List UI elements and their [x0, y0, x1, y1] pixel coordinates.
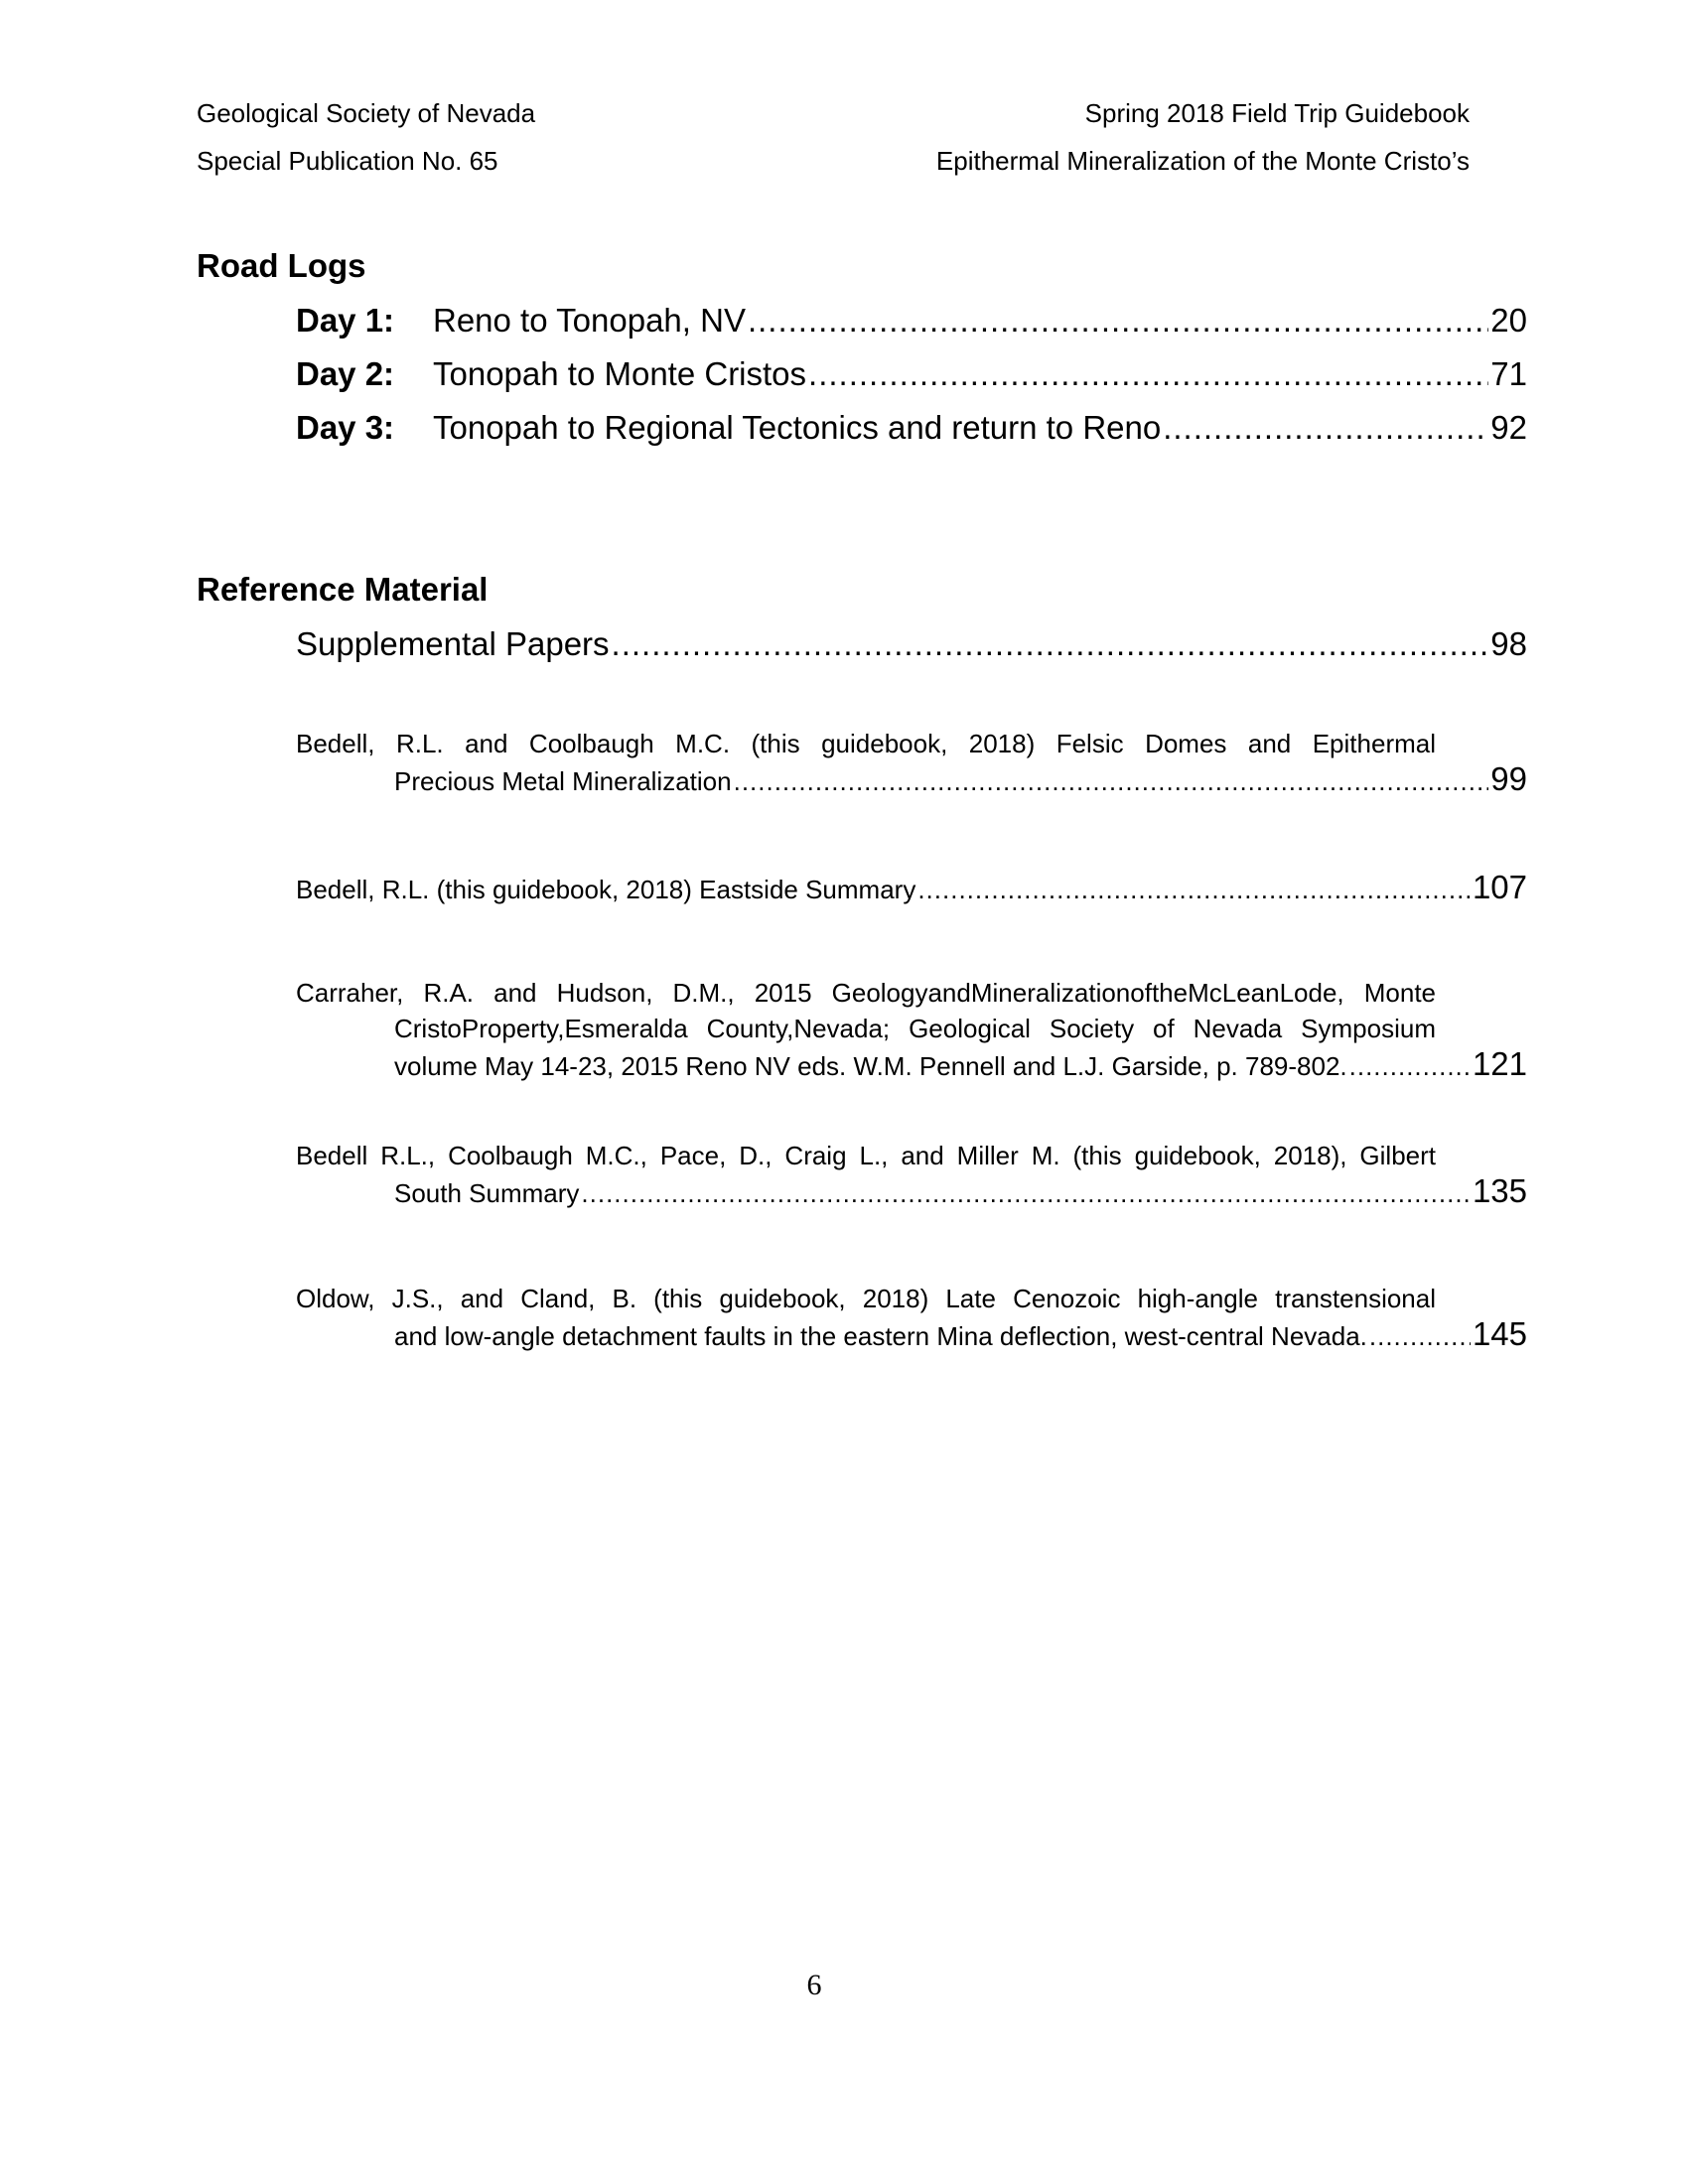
toc-entry-paper-5[interactable] [394, 1316, 1527, 1354]
paper-1-line-1: Bedell, R.L. and Coolbaugh M.C. (this guidebook, 2018) Felsic Domes and Epithermal [296, 729, 1436, 758]
dot-leader [1163, 408, 1488, 448]
toc-page-number: 121 [1472, 1045, 1527, 1082]
toc-page-number: 98 [1490, 625, 1527, 662]
toc-page-number: 145 [1472, 1315, 1527, 1352]
toc-entry-title: and low-angle detachment faults in the eastern Mina deflection, west-central Nevada. [394, 1321, 1367, 1351]
toc-page-number: 71 [1490, 355, 1527, 392]
header-publication-number: Special Publication No. 65 [197, 146, 498, 176]
toc-entry-paper-1[interactable] [394, 761, 1527, 799]
toc-entry-paper-3[interactable] [394, 1046, 1527, 1084]
dot-leader [581, 1175, 1471, 1211]
dot-leader [612, 624, 1489, 664]
toc-entry-title: South Summary [394, 1178, 580, 1208]
toc-entry-paper-2[interactable] [296, 870, 1527, 907]
toc-entry-supplemental-papers[interactable] [296, 624, 1527, 664]
day-label: Day 1: [296, 302, 395, 339]
toc-entry-title: Bedell, R.L. (this guidebook, 2018) Eastside Summary [296, 875, 916, 904]
toc-page-number: 135 [1472, 1172, 1527, 1209]
header-publisher: Geological Society of Nevada [197, 98, 536, 128]
toc-page-number: 107 [1472, 869, 1527, 905]
toc-entry-title: Tonopah to Regional Tectonics and return to Reno [433, 409, 1162, 446]
day-label: Day 2: [296, 355, 395, 392]
page-number: 6 [806, 1969, 822, 2001]
toc-entry-title: volume May 14-23, 2015 Reno NV eds. W.M. Pennell and L.J. Garside, p. 789-802. [394, 1051, 1347, 1081]
dot-leader [748, 301, 1488, 341]
dot-leader [808, 354, 1488, 394]
header-guidebook-title: Spring 2018 Field Trip Guidebook [1084, 98, 1470, 128]
toc-entry-day-1[interactable] [296, 301, 1527, 341]
paper-3-line-2: CristoProperty,Esmeralda County,Nevada; Geological Society of Nevada Symposium [394, 1014, 1436, 1043]
toc-page-number: 20 [1490, 302, 1527, 339]
paper-3-line-1: Carraher, R.A. and Hudson, D.M., 2015 GeologyandMineralizationoftheMcLeanLode, Monte [296, 978, 1436, 1008]
day-label: Day 3: [296, 409, 395, 446]
dot-leader [734, 763, 1489, 799]
toc-entry-day-3[interactable] [296, 408, 1527, 448]
toc-page-number: 92 [1490, 409, 1527, 446]
road-logs-heading: Road Logs [197, 247, 366, 284]
toc-entry-title: Precious Metal Mineralization [394, 766, 732, 796]
toc-entry-paper-4[interactable] [394, 1173, 1527, 1211]
dot-leader [1349, 1048, 1471, 1084]
reference-material-heading: Reference Material [197, 571, 489, 608]
toc-entry-title: Tonopah to Monte Cristos [433, 355, 807, 392]
toc-entry-title: Reno to Tonopah, NV [433, 302, 746, 339]
dot-leader [1369, 1318, 1471, 1354]
paper-5-line-1: Oldow, J.S., and Cland, B. (this guidebook, 2018) Late Cenozoic high-angle transtensional [296, 1284, 1436, 1313]
toc-page-number: 99 [1490, 760, 1527, 797]
header-guidebook-subtitle: Epithermal Mineralization of the Monte Cristo’s [935, 146, 1470, 176]
dot-leader [917, 872, 1471, 907]
toc-entry-day-2[interactable] [296, 354, 1527, 394]
toc-entry-title: Supplemental Papers [296, 625, 610, 662]
paper-4-line-1: Bedell R.L., Coolbaugh M.C., Pace, D., Craig L., and Miller M. (this guidebook, 2018), Gilbert [296, 1141, 1436, 1170]
